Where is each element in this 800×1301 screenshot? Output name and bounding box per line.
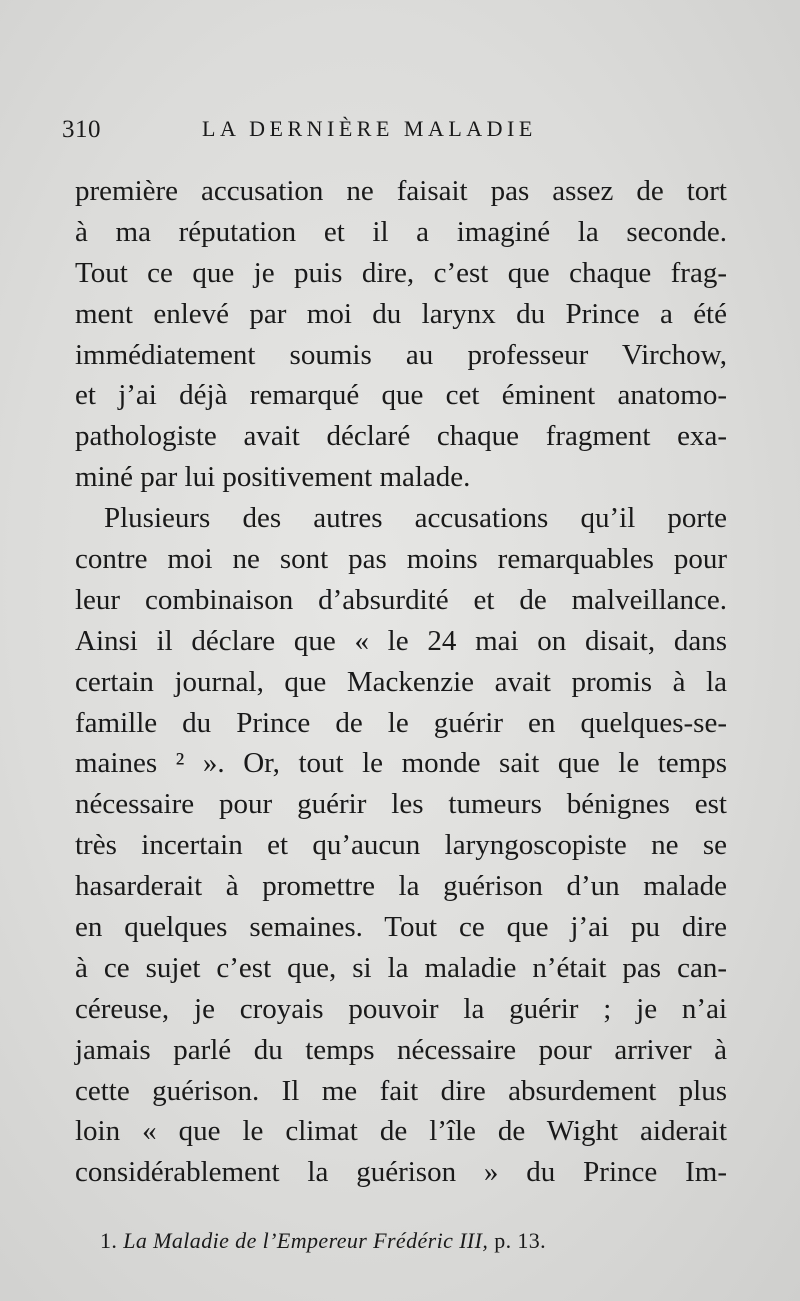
footnote-title: La Maladie de l’Empereur Frédéric III,	[123, 1228, 489, 1253]
running-title: LA DERNIÈRE MALADIE	[202, 116, 537, 141]
text-line: céreuse, je croyais pouvoir la guérir ; je n’ai	[75, 992, 727, 1025]
text-line: en quelques semaines. Tout ce que j’ai pu dire	[75, 911, 727, 944]
body-text	[75, 171, 727, 1193]
text-line: nécessaire pour guérir les tumeurs bénignes est	[75, 788, 727, 821]
text-line: Plusieurs des autres accusations qu’il porte	[104, 502, 727, 535]
footnote	[100, 1228, 546, 1254]
text-line: jamais parlé du temps nécessaire pour arriver à	[75, 1033, 727, 1066]
text-line: Tout ce que je puis dire, c’est que chaque frag-	[75, 256, 727, 289]
text-line: très incertain et qu’aucun laryngoscopiste ne se	[75, 829, 727, 862]
text-line: loin « que le climat de l’île de Wight aiderait	[75, 1115, 727, 1148]
text-line: certain journal, que Mackenzie avait promis à la	[75, 665, 727, 698]
text-line: première accusation ne faisait pas assez de tort	[75, 175, 727, 207]
footnote-number: 1.	[100, 1228, 118, 1253]
paragraph	[75, 171, 727, 498]
text-line: hasarderait à promettre la guérison d’un malade	[75, 870, 727, 903]
footnote-page-ref: p. 13.	[494, 1228, 547, 1253]
text-line: Ainsi il déclare que « le 24 mai on disait, dans	[75, 624, 727, 657]
text-line: maines ² ». Or, tout le monde sait que le temps	[75, 747, 727, 780]
text-line: famille du Prince de le guérir en quelques-se-	[75, 706, 727, 739]
page-number: 310	[62, 116, 101, 143]
page-header	[62, 116, 727, 150]
text-line: à ma réputation et il a imaginé la seconde.	[75, 215, 727, 248]
paragraph	[75, 498, 727, 1193]
text-line: leur combinaison d’absurdité et de malveillance.	[75, 583, 727, 616]
text-line: pathologiste avait déclaré chaque fragment exa-	[75, 420, 727, 453]
text-line: immédiatement soumis au professeur Virchow,	[75, 338, 727, 371]
text-line: miné par lui positivement malade.	[75, 461, 471, 494]
text-line: ment enlevé par moi du larynx du Prince a été	[75, 297, 727, 330]
text-line: à ce sujet c’est que, si la maladie n’était pas can-	[75, 951, 727, 984]
text-line: et j’ai déjà remarqué que cet éminent anatomo-	[75, 379, 727, 412]
text-line: contre moi ne sont pas moins remarquables pour	[75, 543, 727, 576]
text-line: cette guérison. Il me fait dire absurdement plus	[75, 1074, 727, 1107]
text-line: considérablement la guérison » du Prince Im-	[75, 1156, 727, 1189]
